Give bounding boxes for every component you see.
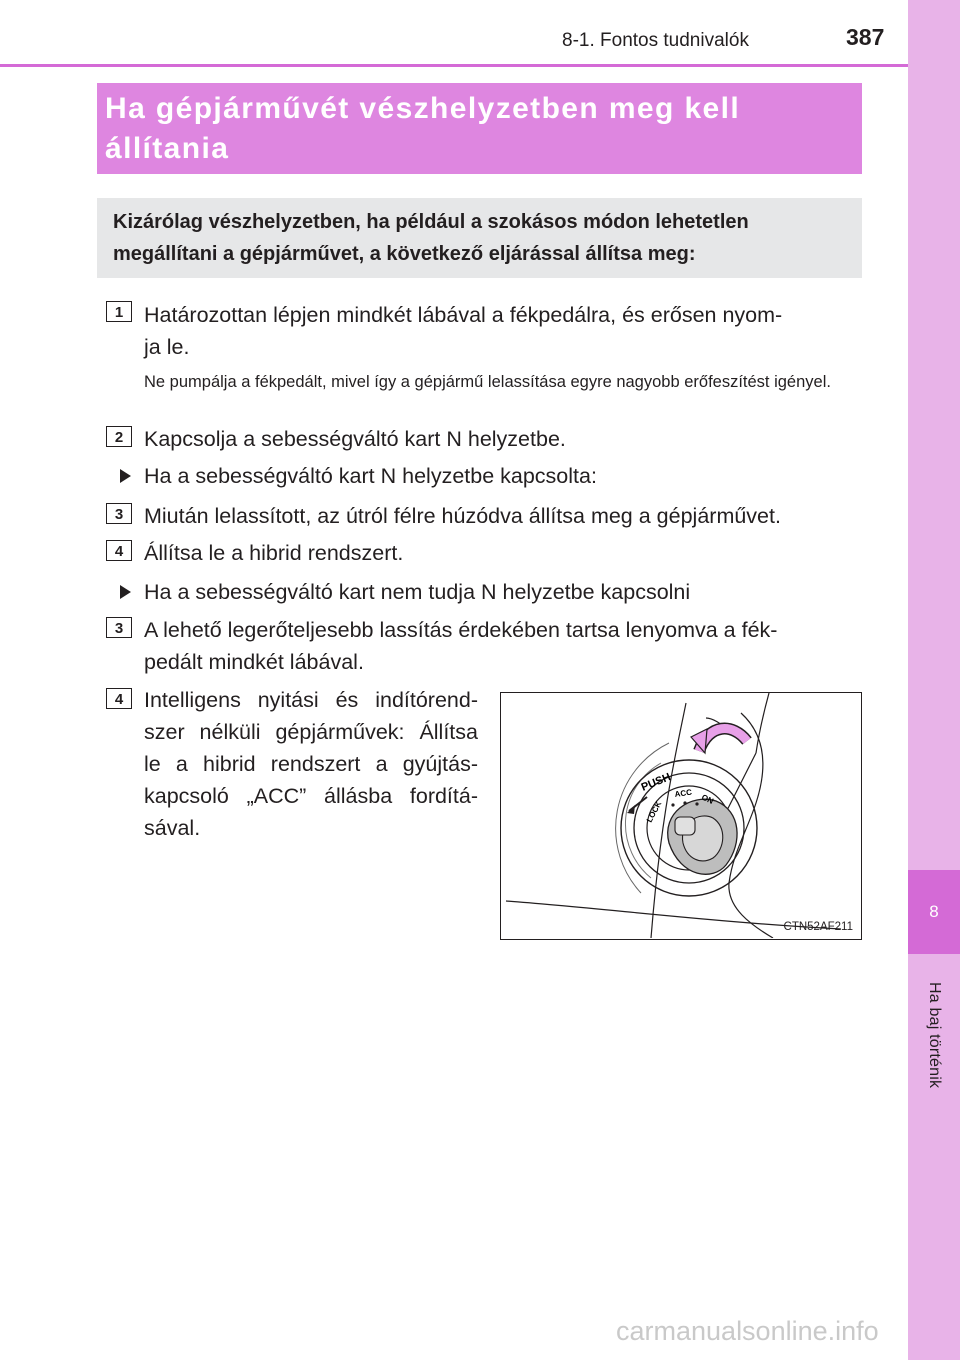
header-divider: [0, 64, 908, 67]
step-4b-line3: le a hibrid rendszert a gyújtás-: [144, 752, 478, 776]
chapter-number-box[interactable]: 8: [908, 870, 960, 954]
chapter-side-tab: [908, 0, 960, 1360]
step-4a-text: Állítsa le a hibrid rendszert.: [144, 541, 404, 565]
step-1-text-line2: ja le.: [144, 335, 190, 359]
acc-label: ACC: [674, 787, 693, 799]
step-4b-line1: Intelligens nyitási és indítórend-: [144, 688, 478, 712]
step-3a-text: Miután lelassított, az útról félre húzódva állítsa meg a gépjárművet.: [144, 504, 781, 528]
step-1-text-line1: Határozottan lépjen mindkét lábával a fékpedálra, és erősen nyom-: [144, 303, 783, 327]
step-3b-text-line2: pedált mindkét lábával.: [144, 650, 364, 674]
step-number-2: 2: [106, 426, 132, 447]
step-number-4a: 4: [106, 540, 132, 561]
ignition-switch-illustration: [501, 693, 860, 938]
lock-label: LOCK: [644, 799, 664, 824]
step-4b-line2: szer nélküli gépjárművek: Állítsa: [144, 720, 478, 744]
step-4b-line4: kapcsoló „ACC” állásba fordítá-: [144, 784, 478, 808]
triangle-bullet-icon: [120, 469, 131, 483]
page-number: 387: [846, 24, 885, 50]
chapter-label-text: Ha baj történik: [926, 981, 943, 1089]
section-title: 8-1. Fontos tudnivalók: [562, 30, 749, 51]
intro-box: Kizárólag vészhelyzetben, ha például a szokásos módon lehetetlen megállítani a gépjárművet, a következő eljárással állítsa meg:: [97, 198, 862, 278]
step-number-3b: 3: [106, 617, 132, 638]
step-3b-text-line1: A lehető legerőteljesebb lassítás érdekében tartsa lenyomva a fék-: [144, 618, 778, 642]
step-number-3a: 3: [106, 503, 132, 524]
condition-a-label: Ha a sebességváltó kart N helyzetbe kapcsolta:: [144, 464, 597, 488]
triangle-bullet-icon: [120, 585, 131, 599]
push-label: PUSH: [639, 771, 673, 794]
step-4b-line5: sával.: [144, 816, 201, 840]
on-label: ON: [700, 792, 715, 806]
step-number-1: 1: [106, 301, 132, 322]
step-number-4b: 4: [106, 688, 132, 709]
chapter-label: [912, 960, 956, 1110]
step-2-text: Kapcsolja a sebességváltó kart N helyzetbe.: [144, 427, 566, 451]
watermark: carmanualsonline.info: [616, 1316, 879, 1346]
figure-code: CTN52AF211: [783, 921, 853, 933]
step-1-note: Ne pumpálja a fékpedált, mivel így a gépjármű lelassítása egyre nagyobb erőfeszítést igényel.: [144, 373, 831, 391]
section-heading: Ha gépjárművét vészhelyzetben meg kell állítania: [97, 83, 862, 174]
condition-b-label: Ha a sebességváltó kart nem tudja N helyzetbe kapcsolni: [144, 580, 691, 604]
ignition-switch-figure: [500, 692, 862, 940]
